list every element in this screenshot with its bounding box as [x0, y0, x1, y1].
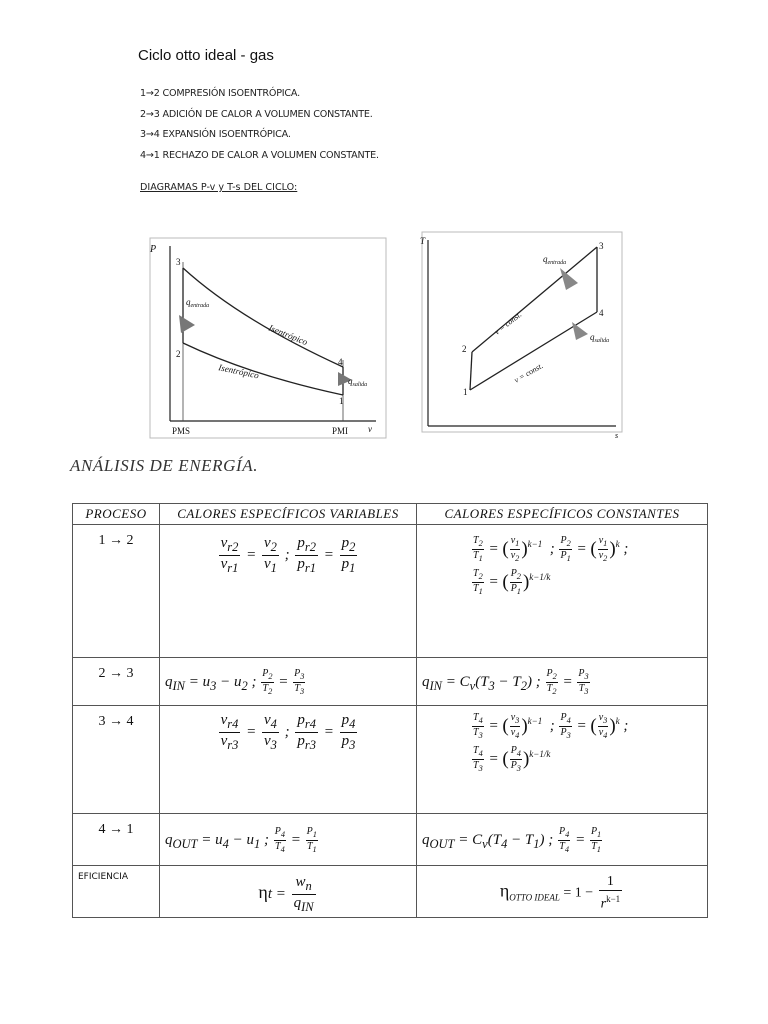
- formula-const-1-2: $\frac{T_2}{T_1}$ = ( $\frac{v_1}{v_2}$ )$^{k-1}$ ; $\frac{P_2}{P_1}$ = ( $\frac{v_1}{v_2}$ )$^k$ ; $\frac{T_2}{T_1}$ = ( $\frac{P_2}{P_1}$ )$^{k-1/k}$: [417, 525, 708, 658]
- pv-point-3: 3: [176, 257, 181, 267]
- diagrams-heading: DIAGRAMAS P-v y T-s DEL CICLO:: [140, 182, 298, 193]
- formula-var-2-3: $q_{IN} = u_3 - u_2$ ; $\frac{P_2}{T_2}$ = $\frac{P_3}{T_3}$: [160, 658, 417, 706]
- page-title: Ciclo otto ideal - gas: [138, 47, 274, 64]
- formula-const-2-3: $q_{IN} = C_v(T_3 - T_2)$ ; $\frac{P_2}{T_2}$ = $\frac{P_3}{T_3}$: [417, 658, 708, 706]
- formula-const-3-4: $\frac{T_4}{T_3}$ = ( $\frac{v_3}{v_4}$ )$^{k-1}$ ; $\frac{P_4}{P_3}$ = ( $\frac{v_3}{v_4}$ )$^k$ ; $\frac{T_4}{T_3}$ = ( $\frac{P_4}{P_3}$ )$^{k-1/k}$: [417, 706, 708, 814]
- proc-2-3: 2 → 3: [73, 658, 160, 706]
- pv-x-label: v: [368, 424, 372, 434]
- col-constantes: CALORES ESPECÍFICOS CONSTANTES: [417, 504, 708, 525]
- formula-var-3-4: $\frac{v_{r4}}{v_{r3}}$ = $\frac{v_4}{v_3}$ ; $\frac{p_{r4}}{p_{r3}}$ = $\frac{p_4}{p_3}$: [160, 706, 417, 814]
- pv-diagram: [149, 238, 386, 438]
- pv-q-in: $q_{entrada}$: [186, 297, 210, 309]
- pv-lower-label: Isentrópico: [217, 362, 260, 381]
- proc-4-1: 4 → 1: [73, 814, 160, 866]
- section-title: ANÁLISIS DE ENERGÍA.: [70, 456, 259, 475]
- ts-point-1: 1: [463, 387, 468, 397]
- step-2-3: 2→3 ADICIÓN DE CALOR A VOLUMEN CONSTANTE.: [140, 108, 373, 120]
- pv-q-out: $q_{salida}$: [348, 376, 368, 388]
- formula-const-4-1: $q_{OUT} = C_v(T_4 - T_1)$ ; $\frac{P_4}{T_4}$ = $\frac{P_1}{T_1}$: [417, 814, 708, 866]
- ts-q-in: $q_{entrada}$: [543, 254, 567, 266]
- formula-const-eff: $\eta_{OTTO IDEAL} = 1$ − $\frac{1}{r^{k-1}}$: [417, 866, 708, 918]
- compression-curve: [183, 343, 343, 395]
- col-proceso: PROCESO: [73, 504, 160, 525]
- ts-point-3: 3: [599, 241, 604, 251]
- pv-point-4: 4: [338, 357, 343, 367]
- formula-var-1-2: $\frac{v_{r2}}{v_{r1}}$ = $\frac{v_2}{v_1}$ ; $\frac{p_{r2}}{p_{r1}}$ = $\frac{p_2}{p_1}$: [160, 525, 417, 658]
- proc-1-2: 1 → 2: [73, 525, 160, 658]
- table-row: [73, 658, 708, 706]
- proc-3-4: 3 → 4: [73, 706, 160, 814]
- table-header-row: [73, 504, 708, 525]
- ts-point-4: 4: [599, 308, 604, 318]
- energy-table: [72, 503, 708, 918]
- ts-v-upper: v = const.: [492, 309, 524, 337]
- table-row: [73, 706, 708, 814]
- ts-y-label: T: [420, 236, 426, 246]
- col-variables: CALORES ESPECÍFICOS VARIABLES: [160, 504, 417, 525]
- ts-4-1: [470, 309, 597, 390]
- expansion-curve: [183, 268, 343, 367]
- pv-upper-label: Isentrópico: [267, 322, 310, 348]
- diagrams: [0, 0, 768, 450]
- formula-var-4-1: $q_{OUT} = u_4 - u_1$ ; $\frac{P_4}{T_4}$ = $\frac{P_1}{T_1}$: [160, 814, 417, 866]
- ts-x-label: s: [615, 431, 619, 440]
- ts-1-2: [470, 352, 472, 390]
- ts-q-out-arrow: [572, 322, 588, 340]
- step-3-4: 3→4 EXPANSIÓN ISOENTRÓPICA.: [140, 129, 291, 140]
- table-row: [73, 866, 708, 918]
- pv-y-label: P: [150, 244, 157, 255]
- proc-eficiencia: EFICIENCIA: [73, 866, 160, 918]
- step-4-1: 4→1 RECHAZO DE CALOR A VOLUMEN CONSTANTE.: [140, 149, 379, 161]
- ts-q-out: $q_{salida}$: [590, 332, 610, 344]
- pmi-label: PMI: [332, 426, 349, 436]
- ts-v-lower: v = const.: [512, 361, 545, 385]
- pv-point-1: 1: [339, 396, 344, 406]
- formula-var-eff: ηt = $\frac{w_n}{q_{IN}}$: [160, 866, 417, 918]
- step-1-2: 1→2 COMPRESIÓN ISOENTRÓPICA.: [140, 88, 300, 99]
- ts-diagram: [420, 232, 622, 440]
- table-row: [73, 814, 708, 866]
- q-in-arrow: [179, 315, 195, 333]
- ts-point-2: 2: [462, 344, 467, 354]
- pv-point-2: 2: [176, 349, 181, 359]
- pms-label: PMS: [172, 426, 191, 436]
- table-row: [73, 525, 708, 658]
